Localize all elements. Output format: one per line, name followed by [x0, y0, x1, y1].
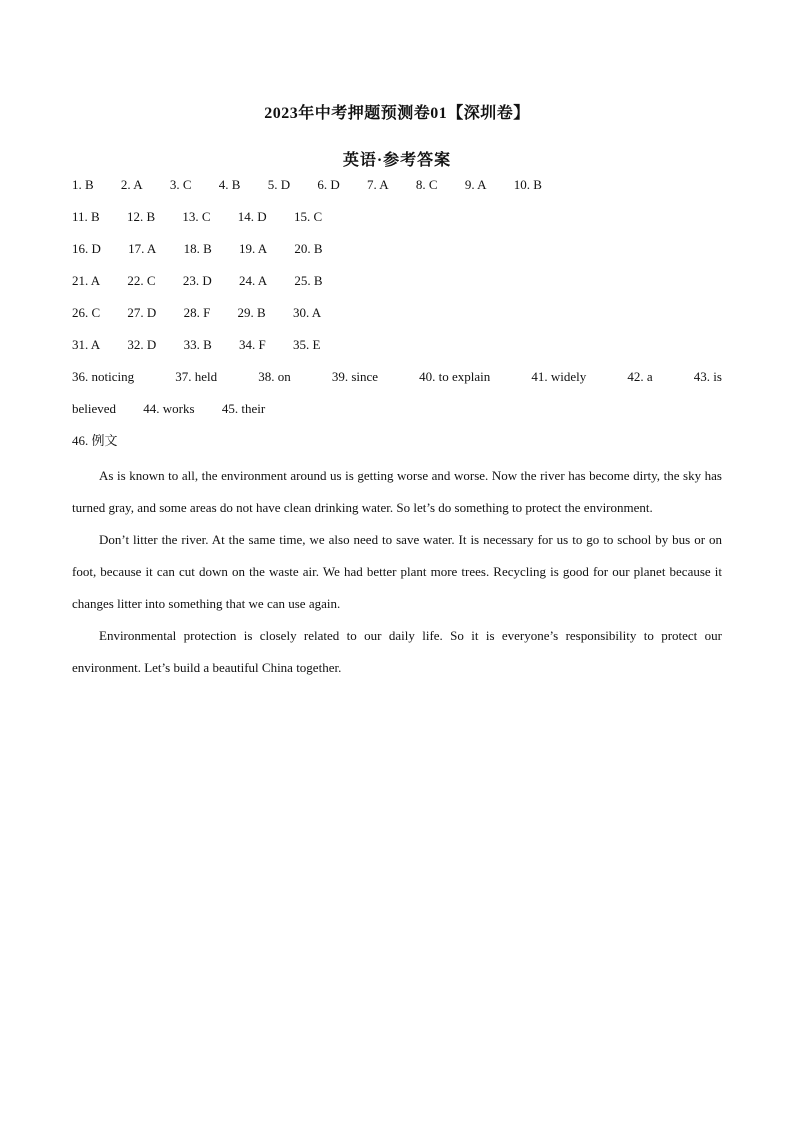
answer-item: 13. C	[182, 209, 211, 224]
answer-item: 11. B	[72, 209, 100, 224]
essay-paragraph: Don’t litter the river. At the same time, we also need to save water. It is necessary for us to go to school by bus or on foot, because it can cut down on the waste air. We had better plant more trees. Recycling is good for our planet because it changes litter into something that we can use again.	[72, 532, 722, 611]
essay-paragraph: As is known to all, the environment around us is getting worse and worse. Now the river has become dirty, the sky has turned gray, and some areas do not have clean drinking water. So let’s do something to protect the environment.	[72, 468, 722, 515]
answer-item: 35. E	[292, 337, 321, 352]
answer-item: 43. is	[693, 369, 722, 384]
answer-item: 10. B	[513, 177, 542, 192]
answer-row	[72, 174, 722, 206]
answer-key	[72, 174, 722, 430]
answer-item: 17. A	[128, 241, 157, 256]
sample-essay	[72, 460, 722, 684]
answer-item: 34. F	[238, 337, 266, 352]
answer-item: 14. D	[237, 209, 267, 224]
answer-row	[72, 334, 722, 366]
answer-item: 30. A	[292, 305, 322, 320]
answer-item: 8. C	[415, 177, 438, 192]
answer-item: 23. D	[182, 273, 212, 288]
answer-item: 21. A	[72, 273, 101, 288]
answer-item: 39. since	[331, 369, 379, 384]
answer-item: 18. B	[183, 241, 212, 256]
answer-item: 3. C	[169, 177, 192, 192]
answer-item: 41. widely	[531, 369, 587, 384]
answer-item: 36. noticing	[72, 369, 135, 384]
essay-paragraph: Environmental protection is closely related to our daily life. So it is everyone’s responsibility to protect our environment. Let’s build a beautiful China together.	[72, 628, 722, 675]
cloze-answer-row	[72, 398, 722, 430]
answer-item: 22. C	[127, 273, 156, 288]
answer-item: 29. B	[237, 305, 266, 320]
answer-item: 12. B	[126, 209, 156, 224]
answer-item: 28. F	[183, 305, 211, 320]
answer-row	[72, 206, 722, 238]
answer-item: 38. on	[258, 369, 291, 384]
answer-item: 19. A	[238, 241, 268, 256]
answer-item: 2. A	[120, 177, 143, 192]
answer-row	[72, 238, 722, 270]
answer-item: 6. D	[317, 177, 340, 192]
document-subtitle: 英语·参考答案	[342, 152, 452, 169]
answer-item: 31. A	[72, 337, 101, 352]
answer-item: 32. D	[127, 337, 157, 352]
answer-item: believed	[72, 401, 117, 416]
answer-item: 1. B	[72, 177, 94, 192]
answer-item: 24. A	[238, 273, 268, 288]
answer-item: 37. held	[175, 369, 218, 384]
answer-item: 42. a	[627, 369, 653, 384]
answer-item: 15. C	[293, 209, 323, 224]
answer-row	[72, 270, 722, 302]
document-title: 2023年中考押题预测卷01【深圳卷】	[264, 105, 530, 122]
answer-item: 20. B	[294, 241, 323, 256]
answer-item: 44. works	[143, 401, 195, 416]
answer-item: 33. B	[183, 337, 212, 352]
answer-item: 25. B	[294, 273, 323, 288]
cloze-answer-row	[72, 366, 722, 398]
essay-label: 46. 例文	[72, 433, 118, 448]
answer-item: 40. to explain	[419, 369, 491, 384]
answer-item: 7. A	[366, 177, 389, 192]
answer-item: 26. C	[72, 305, 101, 320]
answer-item: 45. their	[221, 401, 266, 416]
answer-item: 4. B	[218, 177, 241, 192]
answer-item: 27. D	[127, 305, 157, 320]
answer-item: 5. D	[267, 177, 291, 192]
answer-item: 16. D	[72, 241, 101, 256]
answer-item: 9. A	[464, 177, 487, 192]
answer-row	[72, 302, 722, 334]
